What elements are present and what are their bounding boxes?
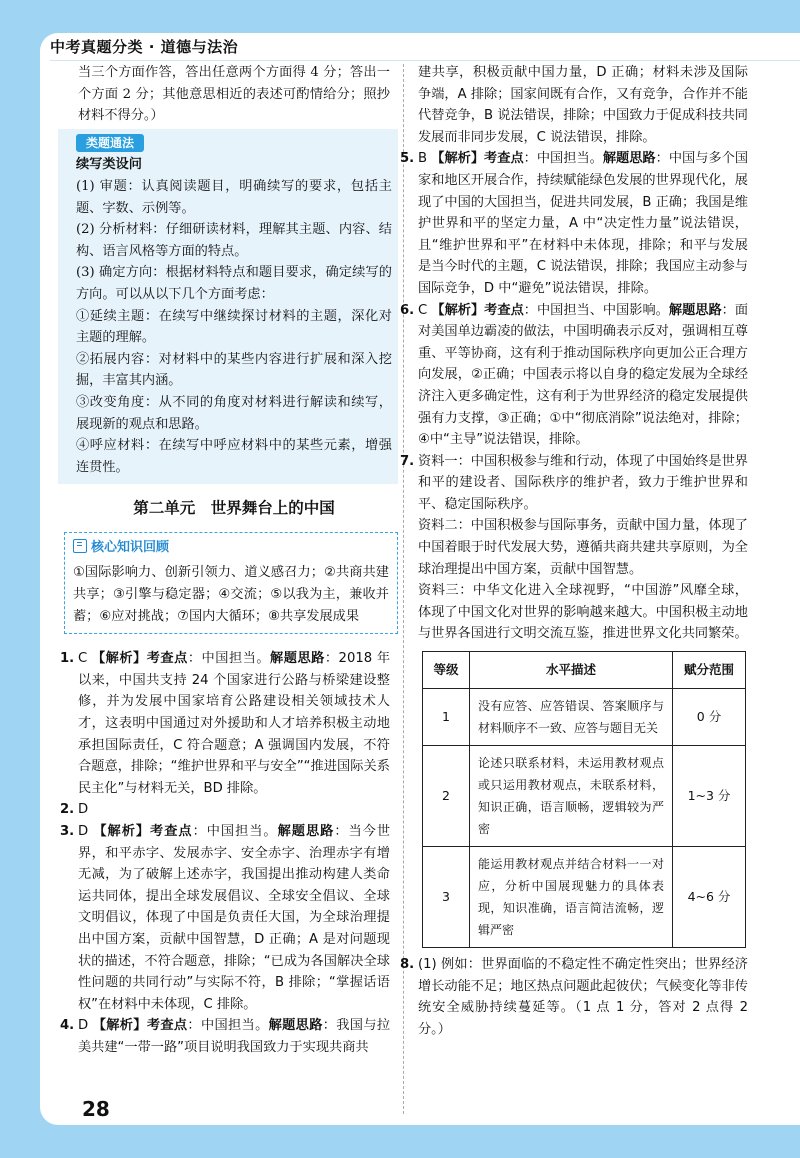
answer-item-7 <box>400 451 748 645</box>
item-tag: 【解析】考查点 <box>431 302 524 318</box>
unit-title: 第二单元 世界舞台上的中国 <box>133 499 335 518</box>
item-number: 2. <box>60 802 75 818</box>
tip-line: (3) 确定方向：根据材料特点和题目要求，确定续写的方向。可以从以下几个方面考虑： <box>76 265 392 302</box>
item-tag: 【解析】考查点 <box>93 824 193 839</box>
item-number: 7. <box>400 453 415 469</box>
review-text: ①国际影响力、创新引领力、道义感召力；②共商共建共享；③引擎与稳定器；④交流；⑤以我为主，兼收并蓄；⑥应对挑战；⑦国内大循环；⑧共享发展成果 <box>73 565 389 624</box>
material-paragraph: 资料二：中国积极参与国际事务，贡献中国力量，体现了中国着眼于时代发展大势，遵循共商共建共享原则，为全球治理提出中国方案，贡献中国智慧。 <box>418 518 748 577</box>
material-paragraph: 资料三：中华文化进入全球视野，“中国游”风靡全球，体现了中国文化对世界的影响越来越大。中国积极主动地与世界各国进行文明交流互鉴，推进世界文化共同繁荣。 <box>418 583 748 642</box>
answer-item-5 <box>400 148 748 299</box>
item-text: ：2018 年以来，中国共支持 24 个国家进行公路与桥梁建设整修，并为发展中国家培育公路建设相关领域技术人才，这表明中国通过对外援助和人才培养积极主动地承担国际责任，C 符合题意；A 强调国内发展，不符合题意，排除；“维护世界和平与安全”“推进国际关系民主化”与材料无关，BD 排除。 <box>78 651 391 796</box>
item-point: ：中国担当。 <box>192 824 278 839</box>
tip-box <box>58 129 398 485</box>
answer-item-2 <box>60 799 390 821</box>
answer-item-4 <box>60 1015 390 1058</box>
item-text: ：当今世界，和平赤字、发展赤字、安全赤字、治理赤字有增无减，为了破解上述赤字，我国提出推动构建人类命运共同体，提出全球发展倡议、全球安全倡议、全球文明倡议，体现了中国是负责任大国，为全球治理提出中国方案，贡献中国智慧，D 正确；A 是对问题现状的描述，不符合题意，排除；“已成为各国解决全球性问题的共同行动”与实际不符，B 排除；“掌握话语权”在材料中未体现，C 排除。 <box>78 824 391 1012</box>
item-tag: 【解析】考查点 <box>431 151 524 167</box>
item-text: (1) 例如：世界面临的不稳定性不确定性突出；世界经济增长动能不足；地区热点问题此起彼伏；气候变化等非传统安全威胁持续蔓延等。（1 点 1 分，答对 2 点得 2 分。） <box>418 957 748 1037</box>
table-cell: 3 <box>423 847 470 948</box>
item-point: ：中国担当。 <box>187 1018 269 1034</box>
header-divider <box>50 60 800 61</box>
item-tag: 【解析】考查点 <box>92 1018 188 1034</box>
item-point: ：中国担当。 <box>523 151 603 167</box>
item-thinking: 解题思路 <box>277 824 335 839</box>
item-thinking: 解题思路 <box>268 1018 323 1034</box>
answer-item-6 <box>400 300 748 451</box>
page-number: 28 <box>82 1097 110 1121</box>
item-number: 8. <box>400 957 415 973</box>
material-paragraph: 资料一：中国积极参与维和行动，体现了中国始终是世界和平的建设者、国际秩序的维护者，致力于维护世界和平、稳定国际秩序。 <box>418 453 748 512</box>
table-cell: 2 <box>423 746 470 847</box>
left-column <box>60 62 392 1059</box>
item-answer: D <box>78 1018 89 1034</box>
review-heading-text: 核心知识回顾 <box>91 539 170 555</box>
tip-line: ②拓展内容：对材料中的某些内容进行扩展和深入挖掘，丰富其内涵。 <box>76 351 392 389</box>
item-text: ：我国与拉美共建“一带一路”项目说明我国致力于实现共商共 <box>78 1018 391 1055</box>
answer-item-1 <box>60 648 390 799</box>
table-row <box>423 847 746 948</box>
review-heading <box>73 537 389 559</box>
table-cell: 没有应答、应答错误、答案顺序与材料顺序不一致、应答与题目无关 <box>470 689 673 746</box>
table-row <box>423 689 746 746</box>
item-answer: D <box>78 824 89 839</box>
answer-item-8 <box>400 954 748 1040</box>
table-cell: 1 <box>423 689 470 746</box>
item-answer: C <box>418 302 428 318</box>
column-header: 赋分范围 <box>673 652 746 689</box>
column-header: 水平描述 <box>470 652 673 689</box>
table-header-row <box>423 652 746 689</box>
item-thinking: 解题思路 <box>668 302 722 318</box>
column-header: 等级 <box>423 652 470 689</box>
intro-text: 当三个方面作答，答出任意两个方面得 4 分；答出一个方面 2 分；其他意思相近的表述可酌情给分；照抄材料不得分。） <box>78 65 390 124</box>
table-cell: 4~6 分 <box>673 847 746 948</box>
item-number: 5. <box>400 151 415 167</box>
item-number: 1. <box>60 651 75 667</box>
item-text: ：中国与多个国家和地区开展合作，持续赋能绿色发展的世界现代化，展现了中国的大国担当，促进共同发展，B 正确；我国是维护世界和平的坚定力量，A 中“决定性力量”说法错误，且“维护世界和平”在材料中未体现，排除；和平与发展是当今时代的主题，C 说法错误，排除；我国应主动参与国际竞争，D 中“避免”说法错误，排除。 <box>418 151 749 296</box>
tip-badge: 类题通法 <box>76 134 144 152</box>
tip-line: ③改变角度：从不同的角度对材料进行解读和续写，展现新的观点和思路。 <box>76 394 392 432</box>
item-tag: 【解析】考查点 <box>91 651 188 667</box>
item-number: 4. <box>60 1018 75 1034</box>
item-point: ：中国担当。 <box>187 651 271 667</box>
right-column <box>400 62 749 1040</box>
tip-line: ④呼应材料：在续写中呼应材料中的某些元素，增强连贯性。 <box>76 438 392 475</box>
item-point: ：中国担当、中国影响。 <box>523 302 669 318</box>
answer-item-3 <box>60 821 390 1015</box>
continued-text: 建共享，积极贡献中国力量，D 正确；材料未涉及国际争端，A 排除；国家间既有合作，又有竞争，合作并不能代替竞争，B 说法错误，排除；中国致力于促成科技共同发展而非同步发展，C 说法错误，排除。 <box>418 65 748 145</box>
knowledge-review-box <box>64 532 398 634</box>
table-cell: 0 分 <box>673 689 746 746</box>
tip-line: (1) 审题：认真阅读题目，明确续写的要求，包括主题、字数、示例等。 <box>76 178 392 216</box>
grading-table <box>422 651 746 948</box>
tip-line: (2) 分析材料：仔细研读材料，理解其主题、内容、结构、语言风格等方面的特点。 <box>76 222 392 259</box>
item-thinking: 解题思路 <box>270 651 325 667</box>
item-answer: D <box>78 802 89 818</box>
item-text: ：面对美国单边霸凌的做法，中国明确表示反对，强调相互尊重、平等协商，这有利于推动国际秩序向更加公正合理方向发展，②正确；中国表示将以自身的稳定发展为全球经济注入更多确定性，这有利于为世界经济的稳定发展提供强有力支撑，③正确；①中“彻底消除”说法绝对，排除；④中“主导”说法错误，排除。 <box>418 302 749 448</box>
tip-title: 续写类设问 <box>76 157 142 173</box>
table-cell: 论述只联系材料，未运用教材观点或只运用教材观点，未联系材料，知识正确，语言顺畅，逻辑较为严密 <box>470 746 673 847</box>
book-icon <box>73 539 87 553</box>
table-cell: 1~3 分 <box>673 746 746 847</box>
item-thinking: 解题思路 <box>602 151 656 167</box>
item-number: 3. <box>60 824 75 839</box>
page-header-title: 中考真题分类 · 道德与法治 <box>50 38 239 56</box>
item-number: 6. <box>400 302 415 318</box>
tip-line: ①延续主题：在续写中继续探讨材料的主题，深化对主题的理解。 <box>76 308 392 346</box>
item-answer: C <box>78 651 88 667</box>
table-cell: 能运用教材观点并结合材料一一对应，分析中国展现魅力的具体表现，知识准确，语言简洁流畅，逻辑严密 <box>470 847 673 948</box>
item-answer: B <box>418 151 428 167</box>
table-row <box>423 746 746 847</box>
